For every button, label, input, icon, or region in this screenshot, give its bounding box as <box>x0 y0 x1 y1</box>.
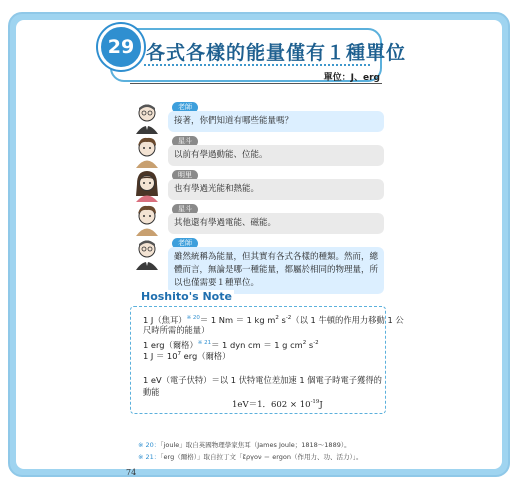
note-line-j-erg <box>143 348 230 362</box>
note-text: ＝ 1 Nm ＝ 1 kg m <box>199 314 276 325</box>
equation-text: J <box>319 400 323 410</box>
footnote-21 <box>138 452 363 461</box>
note-text: 1 erg（爾格） <box>143 339 198 350</box>
speaker-label: 星斗 <box>172 136 198 147</box>
speaker-label: 老師 <box>172 238 198 249</box>
boy-avatar-icon <box>132 136 166 168</box>
exponent: 7 <box>177 351 181 357</box>
note-line-ev: 1 eV（電子伏特）＝以 1 伏特電位差加速 1 個電子時電子獲得的 <box>143 375 382 385</box>
exponent: 2 <box>275 315 279 321</box>
teacher-avatar-icon <box>132 102 166 134</box>
footnote-text: 「erg（爾格）」取自拉丁文「ἔργον ＝ ergon（作用力、功、活力）」。 <box>160 453 363 461</box>
speaker-label: 明里 <box>172 170 198 181</box>
units-label: 單位：J、erg <box>323 73 380 83</box>
note-text: ＝ 1 dyn cm ＝ 1 g cm <box>211 339 303 350</box>
exponent: -2 <box>285 315 292 321</box>
speaker-label: 星斗 <box>172 204 198 215</box>
exponent: -2 <box>313 340 319 346</box>
footnote-text: 「joule」取自英國物理學家焦耳（James Joule；1818～1889）。 <box>160 441 351 449</box>
footnote-mark: ※ 20： <box>138 441 161 449</box>
note-text: 1 J（焦耳） <box>143 314 187 325</box>
ev-equation <box>232 398 323 410</box>
speech-bubble: 也有學過光能和熱能。 <box>168 179 384 200</box>
speech-bubble: 雖然統稱為能量，但其實有各式各樣的種類。然而，總體而言，無論是哪一種能量，都屬於相同的物理量，所以也僅需要１種單位。 <box>168 247 384 294</box>
girl-avatar-icon <box>132 170 166 202</box>
speech-bubble: 以前有學過動能、位能。 <box>168 145 384 166</box>
page-title: 各式各樣的能量僅有１種單位 <box>146 42 407 64</box>
note-text: erg（爾格） <box>181 350 231 361</box>
note-line-ev-cont: 動能 <box>143 387 160 397</box>
note-line-joule-cont: 尺時所需的能量） <box>143 325 210 335</box>
speech-bubble: 其他還有學過電能、磁能。 <box>168 213 384 234</box>
page-number: 74 <box>126 468 137 477</box>
title-underline <box>144 64 370 66</box>
footnote-20 <box>138 440 351 449</box>
footnote-mark: ※ 21： <box>138 453 161 461</box>
teacher-avatar-icon <box>132 238 166 270</box>
note-text: s <box>278 314 286 325</box>
exponent: 2 <box>302 340 307 346</box>
section-number-badge: 29 <box>98 24 144 70</box>
footnote-ref: ※ 21 <box>197 340 212 346</box>
note-text: 1 J ＝ 10 <box>143 350 178 361</box>
note-title: Hoshito's Note <box>141 290 232 303</box>
speaker-label: 老師 <box>172 102 198 113</box>
exponent: -19 <box>310 399 320 406</box>
footnote-ref: ※ 20 <box>186 315 200 321</box>
note-text: （以 1 牛頓的作用力移動 1 公 <box>291 314 404 325</box>
units-divider <box>130 83 382 84</box>
equation-text: 1eV＝1．602 × 10 <box>232 400 311 410</box>
note-text: s <box>306 339 314 350</box>
boy-avatar-icon <box>132 204 166 236</box>
speech-bubble: 接著，你們知道有哪些能量嗎？ <box>168 111 384 132</box>
